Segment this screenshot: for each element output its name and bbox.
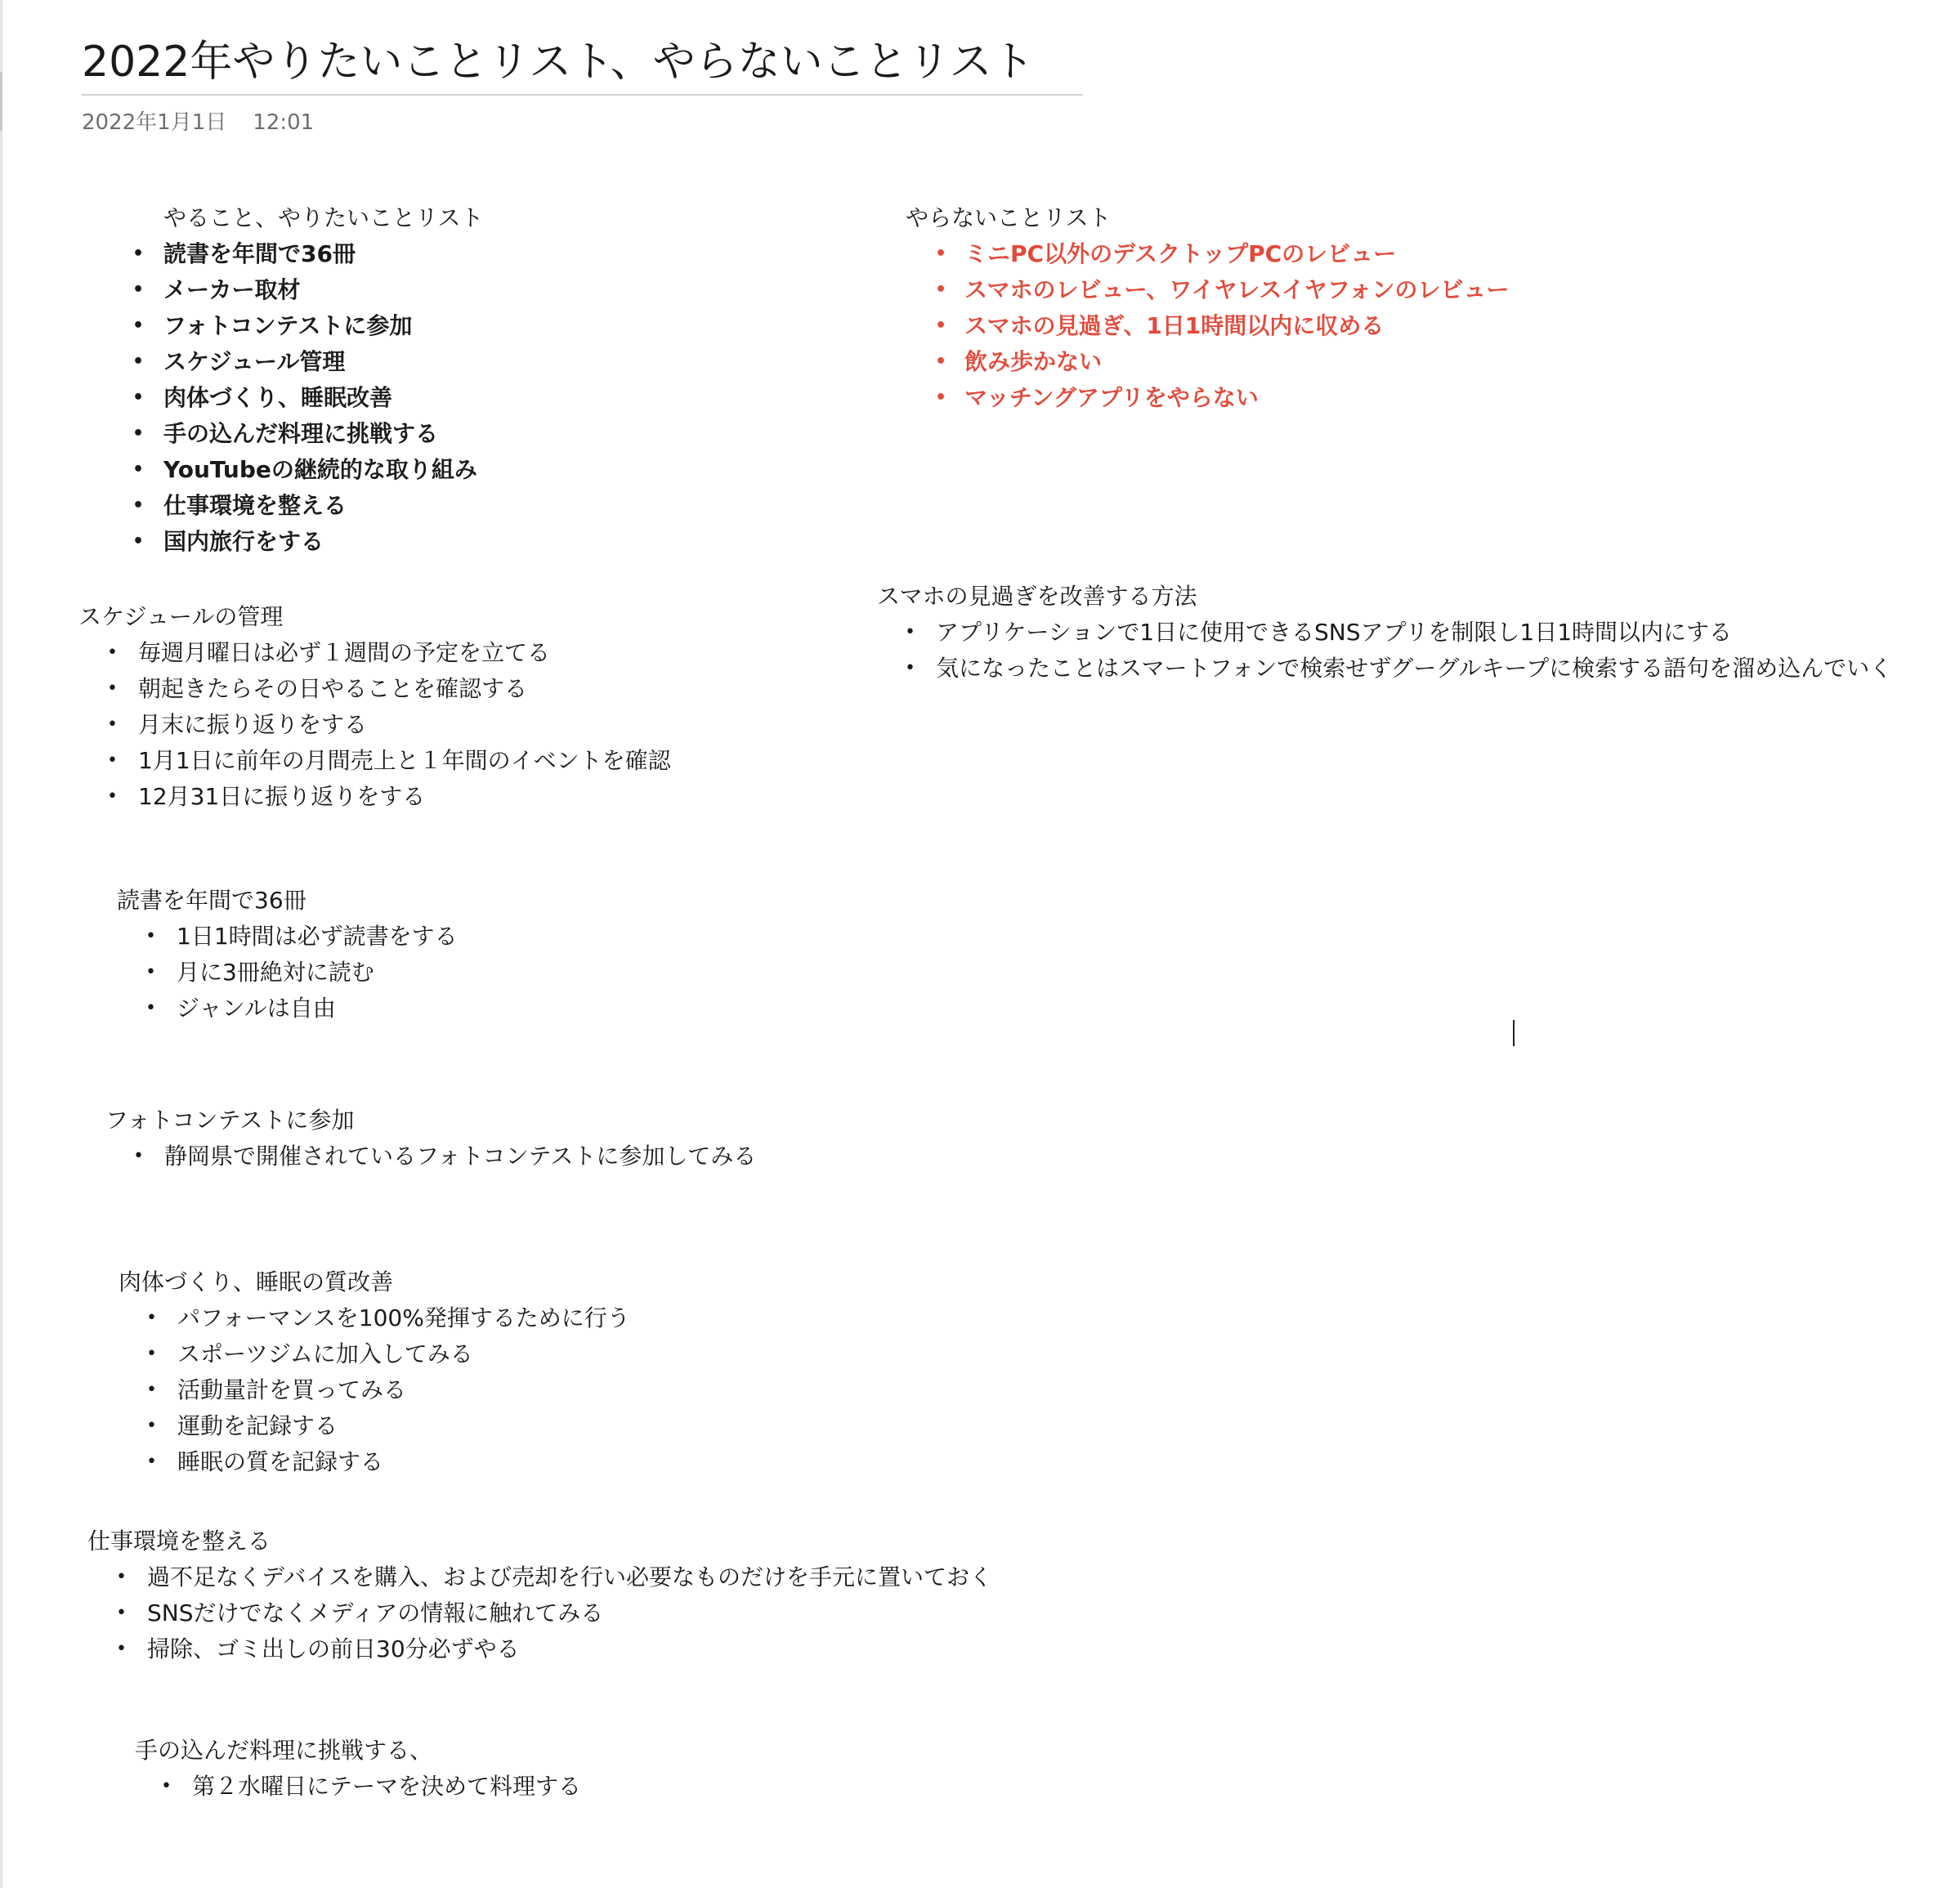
- bullet-icon: •: [935, 280, 947, 300]
- list-item[interactable]: [107, 779, 671, 815]
- list-item-text: 過不足なくデバイスを購入、および売却を行い必要なものだけを手元に置いておく: [147, 1564, 993, 1590]
- phone-habit-block[interactable]: [877, 579, 1899, 687]
- list-item-text: 気になったことはスマートフォンで検索せずグーグルキープに検索する語句を溜め込んでいく: [936, 655, 1893, 682]
- list-item-text: 国内旅行をする: [163, 528, 324, 555]
- bullet-icon: •: [133, 1146, 144, 1166]
- list-item-text: スケジュール管理: [163, 348, 346, 375]
- bullet-icon: •: [132, 423, 145, 444]
- list-item-text: フォトコンテストに参加: [163, 312, 413, 339]
- cooking-list: [135, 1769, 581, 1805]
- bullet-icon: •: [107, 642, 118, 663]
- bullet-icon: •: [116, 1639, 127, 1659]
- list-item-text: 読書を年間で36冊: [163, 240, 356, 267]
- list-item[interactable]: [132, 308, 483, 344]
- bullet-icon: •: [132, 387, 145, 408]
- photo-contest-list: [105, 1139, 756, 1174]
- not-todo-list: [906, 236, 1509, 416]
- list-item[interactable]: [935, 236, 1509, 272]
- list-item[interactable]: [107, 671, 671, 707]
- list-item-text: 第２水曜日にテーマを決めて料理する: [192, 1773, 582, 1800]
- list-item-text: ジャンルは自由: [177, 995, 336, 1022]
- list-item-text: 1日1時間は必ず読書をする: [177, 923, 458, 950]
- page-title[interactable]: 2022年やりたいことリスト、やらないことリスト: [82, 38, 1035, 87]
- list-item-text: 睡眠の質を記録する: [177, 1448, 384, 1475]
- list-item[interactable]: [132, 452, 483, 488]
- bullet-icon: •: [107, 678, 118, 699]
- list-item-text: 朝起きたらその日やることを確認する: [138, 675, 528, 702]
- bullet-icon: •: [905, 658, 915, 678]
- list-item-text: スマホのレビュー、ワイヤレスイヤフォンのレビュー: [964, 276, 1510, 303]
- photo-contest-block[interactable]: [105, 1103, 756, 1174]
- list-item[interactable]: [116, 1631, 992, 1667]
- list-item-text: 運動を記録する: [177, 1412, 338, 1439]
- list-item[interactable]: [133, 1139, 757, 1174]
- schedule-block[interactable]: [78, 599, 671, 815]
- todo-list: [132, 236, 483, 560]
- list-item-text: YouTubeの継続的な取り組み: [163, 456, 477, 483]
- body-sleep-heading[interactable]: 肉体づくり、睡眠の質改善: [119, 1268, 394, 1295]
- window-left-edge: [0, 0, 2, 1888]
- todo-list-block[interactable]: [132, 200, 484, 560]
- bullet-icon: •: [146, 1416, 157, 1436]
- phone-habit-list: [877, 615, 1899, 687]
- reading-block[interactable]: [117, 883, 458, 1027]
- list-item-text: ミニPC以外のデスクトップPCのレビュー: [964, 240, 1397, 267]
- list-item-text: 月に3冊絶対に読む: [177, 959, 374, 986]
- schedule-heading[interactable]: スケジュールの管理: [78, 603, 284, 630]
- bullet-icon: •: [935, 351, 947, 372]
- list-item[interactable]: [145, 955, 458, 991]
- list-item[interactable]: [935, 344, 1509, 380]
- list-item[interactable]: [145, 991, 458, 1027]
- list-item[interactable]: [132, 272, 483, 308]
- list-item[interactable]: [107, 635, 671, 671]
- list-item[interactable]: [935, 308, 1509, 344]
- bullet-icon: •: [116, 1603, 127, 1623]
- list-item-text: パフォーマンスを100%発揮するために行う: [177, 1304, 630, 1331]
- reading-heading[interactable]: 読書を年間で36冊: [117, 887, 307, 914]
- list-item[interactable]: [146, 1372, 630, 1408]
- page-date: 2022年1月1日: [82, 110, 227, 135]
- page-timestamp: [82, 106, 314, 139]
- list-item-text: 飲み歩かない: [964, 348, 1103, 375]
- list-item[interactable]: [132, 236, 483, 272]
- list-item-text: マッチングアプリをやらない: [964, 384, 1259, 411]
- list-item[interactable]: [935, 272, 1510, 308]
- bullet-icon: •: [132, 531, 145, 552]
- list-item-text: SNSだけでなくメディアの情報に触れてみる: [147, 1599, 604, 1626]
- bullet-icon: •: [935, 244, 947, 264]
- bullet-icon: •: [107, 714, 118, 735]
- list-item[interactable]: [146, 1336, 630, 1372]
- list-item[interactable]: [905, 615, 1899, 651]
- list-item-text: 掃除、ゴミ出しの前日30分必ずやる: [147, 1635, 520, 1662]
- list-item[interactable]: [146, 1444, 630, 1480]
- bullet-icon: •: [132, 495, 145, 516]
- list-item-text: 仕事環境を整える: [163, 492, 347, 519]
- list-item[interactable]: [116, 1595, 992, 1631]
- list-item[interactable]: [132, 380, 483, 416]
- bullet-icon: •: [146, 1452, 157, 1472]
- list-item[interactable]: [161, 1769, 582, 1805]
- list-item-text: 手の込んだ料理に挑戦する: [163, 420, 439, 447]
- cooking-block[interactable]: [135, 1733, 581, 1805]
- bullet-icon: •: [935, 315, 947, 336]
- bullet-icon: •: [905, 622, 915, 642]
- list-item[interactable]: [146, 1300, 630, 1336]
- list-item[interactable]: [132, 524, 483, 560]
- text-cursor: [1513, 1020, 1515, 1046]
- list-item-text: 静岡県で開催されているフォトコンテストに参加してみる: [164, 1143, 757, 1170]
- bullet-icon: •: [107, 786, 118, 807]
- list-item[interactable]: [905, 651, 1899, 687]
- list-item[interactable]: [132, 488, 483, 524]
- list-item[interactable]: [107, 743, 671, 779]
- bullet-icon: •: [132, 280, 145, 300]
- list-item[interactable]: [132, 344, 483, 380]
- schedule-list: [78, 635, 671, 815]
- bullet-icon: •: [161, 1776, 172, 1796]
- not-todo-list-block[interactable]: [906, 200, 1509, 416]
- bullet-icon: •: [132, 315, 145, 336]
- list-item[interactable]: [146, 1408, 630, 1444]
- list-item[interactable]: [107, 707, 671, 743]
- body-sleep-block[interactable]: [119, 1264, 630, 1480]
- not-todo-list-heading[interactable]: やらないことリスト: [906, 204, 1112, 231]
- list-item[interactable]: [935, 380, 1509, 416]
- bullet-icon: •: [145, 998, 156, 1018]
- workspace-heading[interactable]: 仕事環境を整える: [87, 1528, 271, 1555]
- phone-habit-heading[interactable]: スマホの見過ぎを改善する方法: [877, 583, 1197, 610]
- bullet-icon: •: [132, 459, 145, 480]
- list-item-text: 12月31日に振り返りをする: [138, 783, 426, 810]
- photo-contest-heading[interactable]: フォトコンテストに参加: [105, 1107, 355, 1134]
- cooking-heading[interactable]: 手の込んだ料理に挑戦する、: [135, 1737, 433, 1764]
- reading-list: [117, 919, 458, 1027]
- workspace-list: [87, 1559, 992, 1667]
- list-item-text: 毎週月曜日は必ず１週間の予定を立てる: [138, 639, 551, 666]
- bullet-icon: •: [935, 387, 947, 408]
- bullet-icon: •: [146, 1308, 157, 1328]
- bullet-icon: •: [145, 962, 156, 982]
- body-sleep-list: [119, 1300, 630, 1480]
- list-item[interactable]: [145, 919, 458, 955]
- bullet-icon: •: [116, 1567, 127, 1587]
- list-item-text: メーカー取材: [163, 276, 301, 303]
- window-edge-handle[interactable]: [0, 72, 2, 131]
- list-item-text: 肉体づくり、睡眠改善: [163, 384, 393, 411]
- list-item-text: アプリケーションで1日に使用できるSNSアプリを制限し1日1時間以内にする: [936, 619, 1733, 646]
- list-item-text: 月末に振り返りをする: [138, 711, 368, 738]
- page-time: 12:01: [253, 110, 315, 135]
- list-item[interactable]: [116, 1559, 993, 1595]
- bullet-icon: •: [145, 926, 156, 946]
- title-divider: [82, 94, 1083, 96]
- workspace-block[interactable]: [87, 1523, 992, 1667]
- list-item-text: スマホの見過ぎ、1日1時間以内に収める: [964, 312, 1385, 339]
- bullet-icon: •: [107, 750, 118, 771]
- bullet-icon: •: [132, 244, 145, 264]
- todo-list-heading[interactable]: やること、やりたいことリスト: [163, 204, 484, 231]
- bullet-icon: •: [132, 351, 145, 372]
- list-item[interactable]: [132, 416, 483, 452]
- list-item-text: スポーツジムに加入してみる: [177, 1340, 473, 1367]
- bullet-icon: •: [146, 1380, 157, 1400]
- list-item-text: 活動量計を買ってみる: [177, 1376, 407, 1403]
- list-item-text: 1月1日に前年の月間売上と１年間のイベントを確認: [138, 747, 671, 774]
- bullet-icon: •: [146, 1344, 157, 1364]
